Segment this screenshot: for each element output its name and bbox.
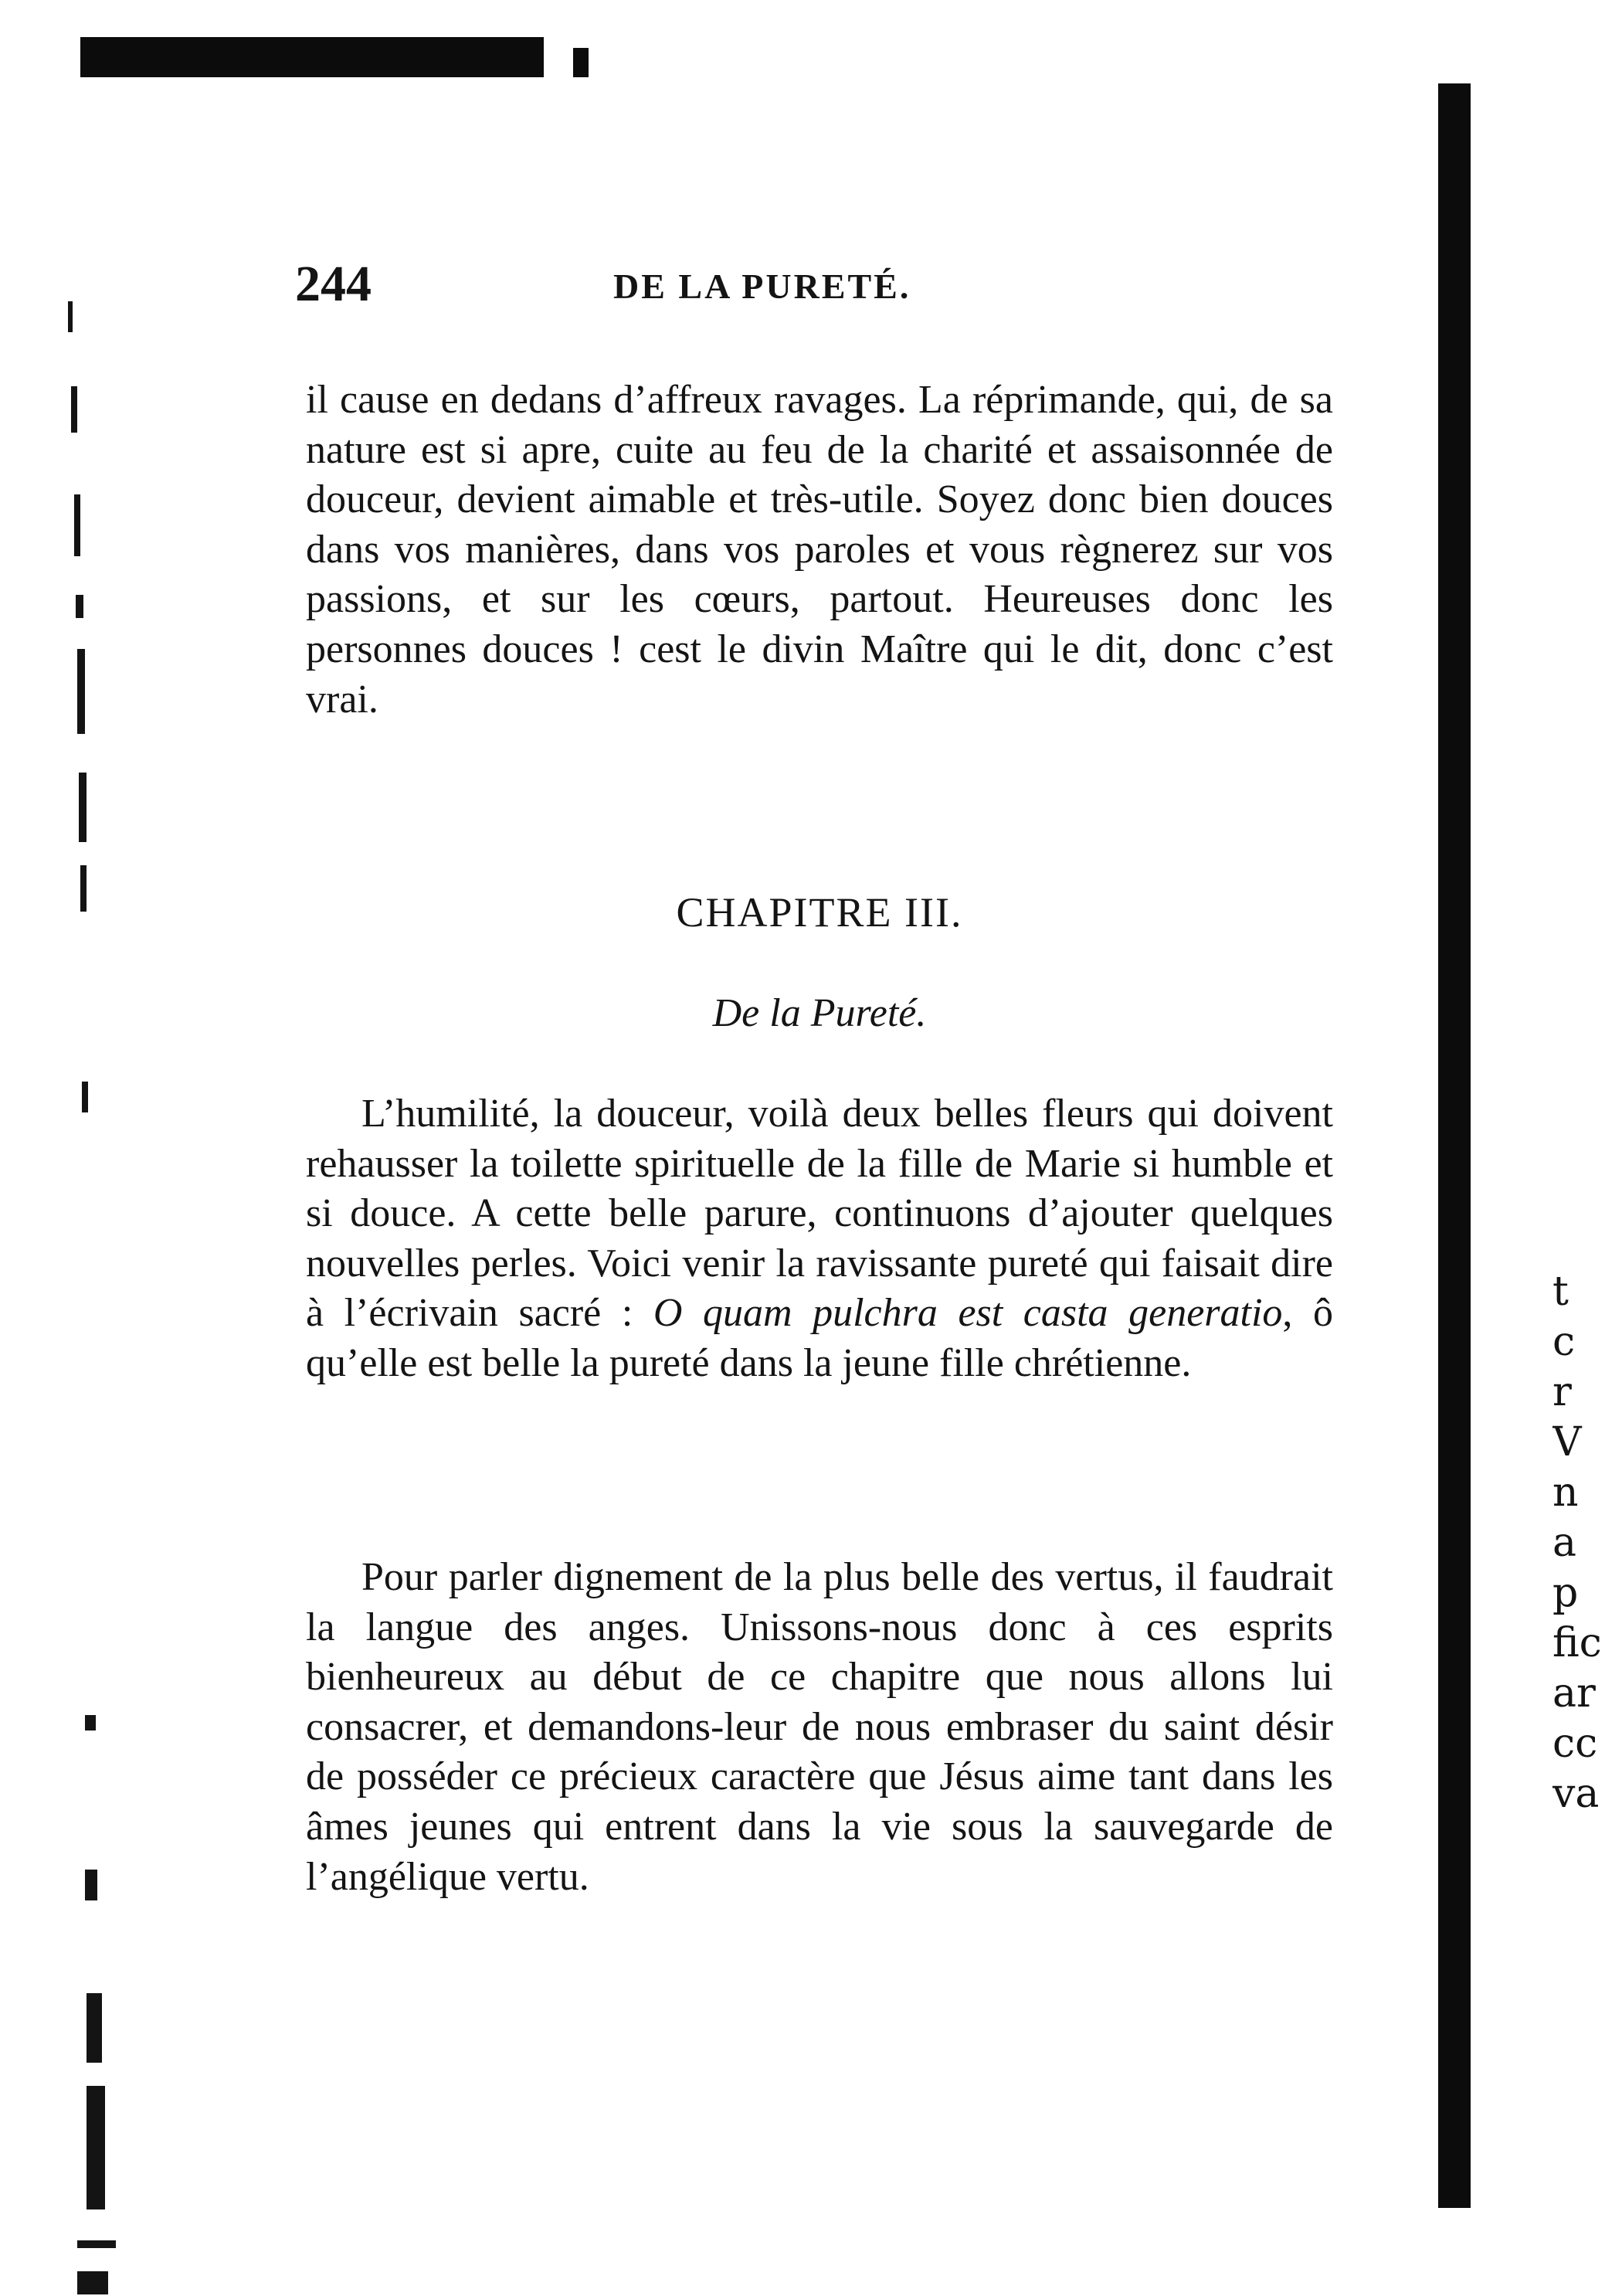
fragment-line: cc <box>1552 1720 1598 1767</box>
running-title: DE LA PURETÉ. <box>613 267 911 306</box>
page-number: 244 <box>295 256 372 312</box>
scan-edge-bar <box>80 37 544 77</box>
scan-edge-mark <box>573 48 589 77</box>
paragraph-continuation <box>306 375 1333 725</box>
paragraph-text: il cause en dedans d’affreux ravages. La réprimande, qui, de sa nature est si apre, cuite au feu de la charité et assaisonnée de douceur, devient aimable et très-utile. Soyez donc bien douces dans vos manières, dans vos paroles et vous règnerez sur vos passions, et sur les cœurs, partout. Heureuses donc les personnes douces ! cest le divin Maître qui le dit, donc c’est vrai. <box>306 378 1333 722</box>
fragment-line: va <box>1552 1771 1600 1817</box>
page-header <box>295 255 1345 317</box>
fragment-line: fic <box>1552 1620 1602 1666</box>
latin-quote: O quam pulchra est casta generatio <box>653 1291 1283 1336</box>
chapter-subtitle: De la Pureté. <box>712 991 927 1035</box>
fragment-line: a <box>1552 1520 1577 1566</box>
fragment-line: V <box>1552 1419 1582 1466</box>
fragment-line: r <box>1552 1369 1572 1415</box>
paragraph-text: L’humilité, la douceur, voilà deux belles fleurs qui doivent rehausser la toilette spirituelle de la fille de Marie si humble et si douce. A cette belle parure, continuons d’ajouter quelques nouvelles perles. Voici venir la ravissante pureté qui faisait dire à l’écrivain sacré : <box>306 1092 1333 1336</box>
paragraph-text: , ô qu’elle est belle la pureté dans la jeune fille chrétienne. <box>306 1291 1333 1385</box>
fragment-line: t <box>1552 1269 1569 1315</box>
fragment-line: c <box>1552 1319 1576 1365</box>
paragraph-text: Pour parler dignement de la plus belle des vertus, il faudrait la langue des anges. Unissons-nous donc à ces esprits bienheureux au début de ce chapitre que nous allons lui consacrer, et demandons-leur de nous embraser du saint désir de posséder ce précieux caractère que Jésus aime tant dans les âmes jeunes qui entrent dans la vie sous la sauvegarde de l’angélique vertu. <box>306 1555 1333 1899</box>
paragraph-purity <box>306 1553 1333 1902</box>
fragment-line: n <box>1552 1469 1579 1516</box>
fragment-line: p <box>1552 1570 1579 1616</box>
paragraph-humility <box>306 1089 1333 1389</box>
chapter-heading: CHAPITRE III. <box>676 889 963 936</box>
fragment-line: ar <box>1552 1670 1596 1717</box>
adjacent-page-fragment <box>1552 1267 1622 1947</box>
page-gutter-shadow <box>1438 83 1471 2208</box>
scan-left-edge-marks <box>54 93 139 2264</box>
